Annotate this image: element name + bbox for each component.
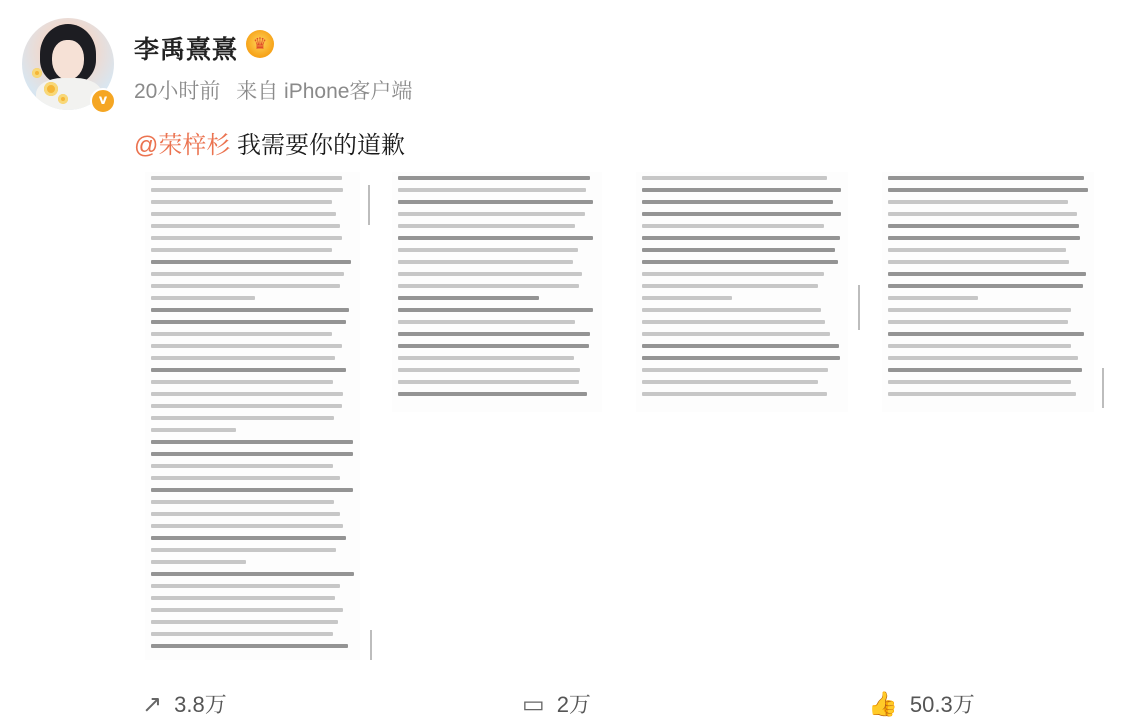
text-line xyxy=(398,260,573,264)
text-line xyxy=(151,632,333,636)
post-meta xyxy=(134,75,412,105)
vip-crown-icon[interactable]: ♛ xyxy=(246,30,274,58)
text-line xyxy=(398,356,574,360)
text-line xyxy=(151,416,334,420)
text-line xyxy=(151,236,342,240)
post-source: 来自 iPhone客户端 xyxy=(236,80,413,103)
text-line xyxy=(151,344,342,348)
text-line xyxy=(888,380,1071,384)
text-line xyxy=(398,344,589,348)
text-line xyxy=(151,380,333,384)
text-line xyxy=(642,236,840,240)
like-button[interactable] xyxy=(868,688,975,719)
text-line xyxy=(151,512,340,516)
text-line xyxy=(151,560,246,564)
text-line xyxy=(151,608,343,612)
text-line xyxy=(398,224,575,228)
text-line xyxy=(151,188,343,192)
text-line xyxy=(398,368,580,372)
text-line xyxy=(151,440,353,444)
document-text-lines xyxy=(145,172,360,648)
post-image-2[interactable] xyxy=(392,172,602,412)
post-body: 我需要你的道歉 xyxy=(230,132,406,159)
verified-badge-icon: v xyxy=(90,88,116,114)
image-border xyxy=(858,285,860,330)
text-line xyxy=(888,368,1082,372)
flower-icon xyxy=(44,82,58,96)
text-line xyxy=(398,236,593,240)
post-time[interactable]: 20小时前 xyxy=(134,80,221,103)
text-line xyxy=(398,188,586,192)
text-line xyxy=(151,392,343,396)
post-text xyxy=(134,125,405,160)
text-line xyxy=(642,392,827,396)
text-line xyxy=(888,236,1080,240)
text-line xyxy=(642,368,828,372)
text-line xyxy=(151,572,354,576)
share-count: 3.8万 xyxy=(174,692,227,717)
text-line xyxy=(888,176,1084,180)
text-line xyxy=(151,308,349,312)
text-line xyxy=(151,368,346,372)
avatar-face xyxy=(52,40,84,80)
flower-icon xyxy=(58,94,68,104)
text-line xyxy=(151,296,255,300)
text-line xyxy=(642,380,818,384)
text-line xyxy=(642,356,840,360)
text-line xyxy=(398,320,575,324)
text-line xyxy=(642,260,838,264)
text-line xyxy=(642,224,824,228)
text-line xyxy=(151,284,340,288)
text-line xyxy=(888,332,1084,336)
flower-icon xyxy=(32,68,42,78)
username[interactable]: 李禹熹熹 xyxy=(134,36,239,64)
share-icon: ↗ xyxy=(142,689,163,718)
text-line xyxy=(151,248,332,252)
share-button[interactable] xyxy=(142,688,227,719)
text-line xyxy=(888,392,1076,396)
image-border xyxy=(368,185,370,225)
text-line xyxy=(151,320,346,324)
text-line xyxy=(151,464,333,468)
text-line xyxy=(398,212,585,216)
text-line xyxy=(398,248,578,252)
like-icon: 👍 xyxy=(868,689,898,718)
document-text-lines xyxy=(636,172,848,396)
text-line xyxy=(642,212,841,216)
image-border xyxy=(370,630,372,660)
comment-icon: ▭ xyxy=(522,689,545,718)
text-line xyxy=(398,332,590,336)
text-line xyxy=(151,224,340,228)
text-line xyxy=(151,332,332,336)
post-image-1[interactable] xyxy=(145,172,360,660)
text-line xyxy=(888,188,1088,192)
text-line xyxy=(151,548,336,552)
text-line xyxy=(888,308,1071,312)
text-line xyxy=(151,584,340,588)
document-text-lines xyxy=(392,172,602,396)
text-line xyxy=(642,332,830,336)
like-count: 50.3万 xyxy=(909,692,975,717)
comment-count: 2万 xyxy=(556,692,591,717)
text-line xyxy=(888,212,1077,216)
post-image-3[interactable] xyxy=(636,172,848,412)
text-line xyxy=(642,308,821,312)
text-line xyxy=(151,524,343,528)
text-line xyxy=(642,200,833,204)
text-line xyxy=(151,260,351,264)
action-bar xyxy=(0,688,1124,718)
text-line xyxy=(642,188,841,192)
text-line xyxy=(151,428,236,432)
text-line xyxy=(151,404,342,408)
text-line xyxy=(151,536,346,540)
mention-link[interactable]: @荣梓杉 xyxy=(134,132,231,159)
text-line xyxy=(398,308,593,312)
text-line xyxy=(642,248,835,252)
text-line xyxy=(151,476,340,480)
text-line xyxy=(398,380,579,384)
post-image-4[interactable] xyxy=(882,172,1094,412)
text-line xyxy=(888,296,978,300)
text-line xyxy=(151,596,335,600)
text-line xyxy=(151,500,334,504)
text-line xyxy=(151,212,336,216)
text-line xyxy=(151,272,344,276)
text-line xyxy=(151,356,335,360)
text-line xyxy=(398,176,590,180)
text-line xyxy=(151,200,332,204)
text-line xyxy=(888,248,1066,252)
text-line xyxy=(398,392,587,396)
text-line xyxy=(642,320,825,324)
text-line xyxy=(888,200,1068,204)
text-line xyxy=(888,356,1078,360)
image-border xyxy=(1102,368,1104,408)
document-text-lines xyxy=(882,172,1094,396)
text-line xyxy=(888,224,1079,228)
text-line xyxy=(888,260,1069,264)
text-line xyxy=(888,344,1071,348)
text-line xyxy=(642,296,732,300)
text-line xyxy=(151,488,353,492)
text-line xyxy=(151,176,342,180)
text-line xyxy=(151,452,353,456)
text-line xyxy=(151,644,348,648)
text-line xyxy=(398,296,539,300)
text-line xyxy=(888,320,1068,324)
text-line xyxy=(642,284,818,288)
text-line xyxy=(888,272,1086,276)
text-line xyxy=(642,272,824,276)
comment-button[interactable] xyxy=(522,688,591,719)
text-line xyxy=(398,272,582,276)
text-line xyxy=(151,620,338,624)
text-line xyxy=(888,284,1083,288)
text-line xyxy=(398,200,593,204)
text-line xyxy=(642,176,827,180)
text-line xyxy=(398,284,579,288)
text-line xyxy=(642,344,839,348)
